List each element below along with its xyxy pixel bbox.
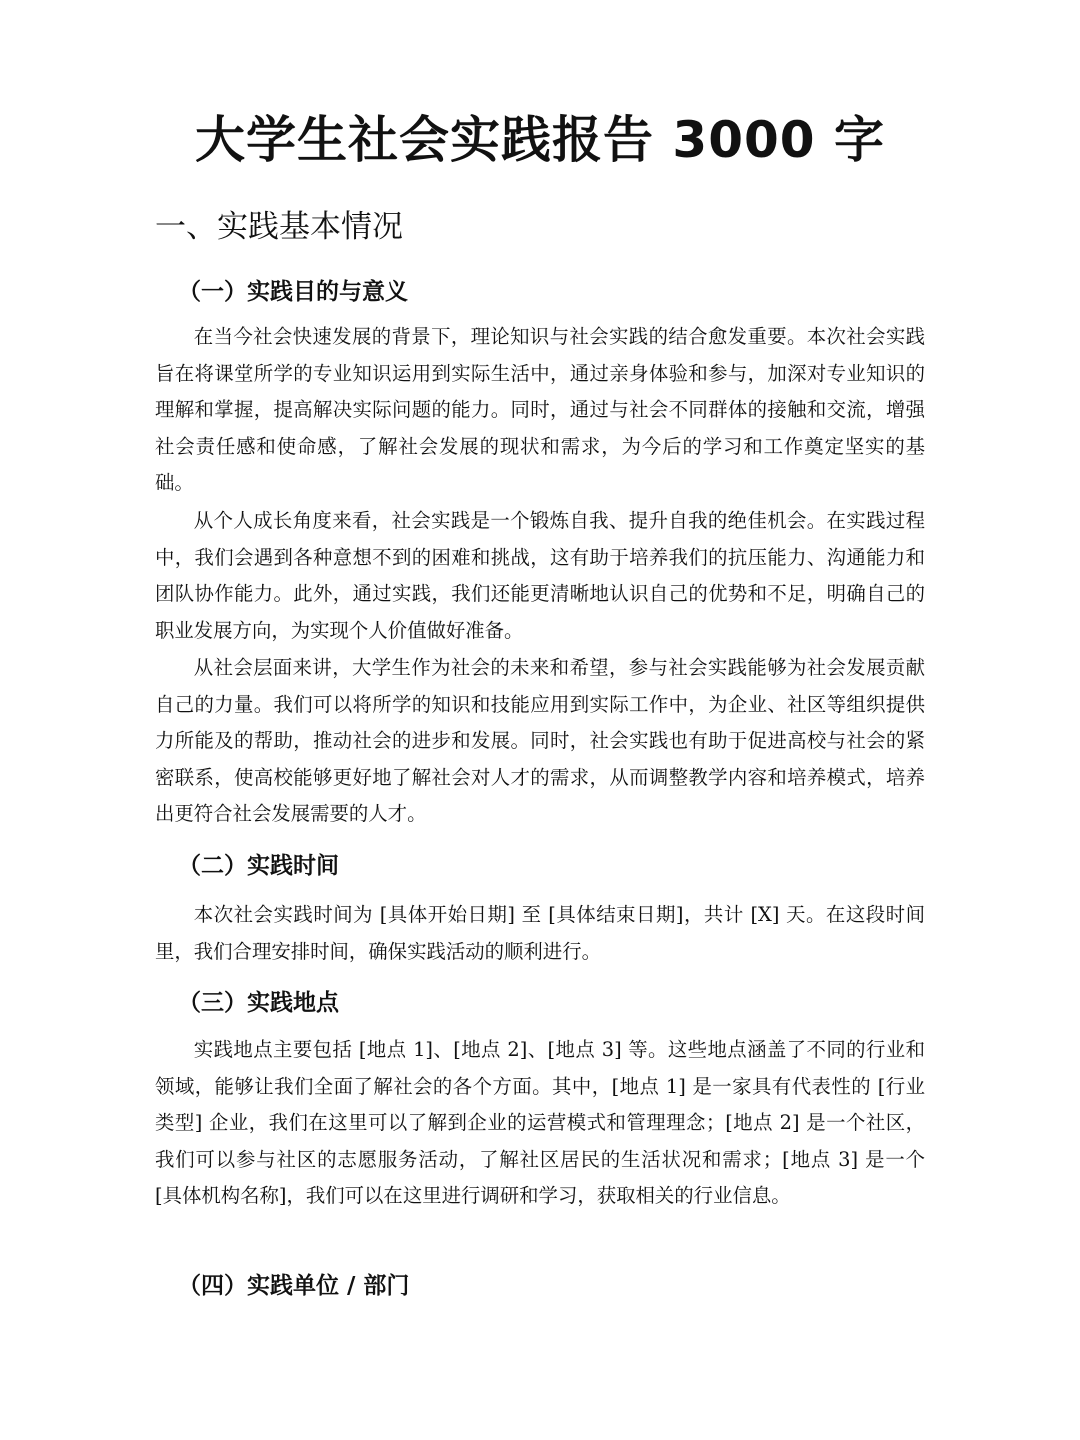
subsection-heading-location: （三）实践地点 — [178, 990, 339, 1016]
document-title: 大学生社会实践报告 3000 字 — [195, 111, 885, 169]
subsection-heading-unit: （四）实践单位 / 部门 — [178, 1273, 410, 1299]
paragraph-purpose-2: 从个人成长角度来看，社会实践是一个锻炼自我、提升自我的绝佳机会。在实践过程中，我们会遇到各种意想不到的困难和挑战，这有助于培养我们的抗压能力、沟通能力和团队协作能力。此外，通过实践，我们还能更清晰地认识自己的优势和不足，明确自己的职业发展方向，为实现个人价值做好准备。 — [155, 509, 925, 642]
paragraph-purpose-3: 从社会层面来讲，大学生作为社会的未来和希望，参与社会实践能够为社会发展贡献自己的力量。我们可以将所学的知识和技能应用到实际工作中，为企业、社区等组织提供力所能及的帮助，推动社会的进步和发展。同时，社会实践也有助于促进高校与社会的紧密联系，使高校能够更好地了解社会对人才的需求，从而调整教学内容和培养模式，培养出更符合社会发展需要的人才。 — [155, 656, 925, 826]
subsection-heading-time: （二）实践时间 — [178, 853, 339, 879]
paragraph-purpose-1: 在当今社会快速发展的背景下，理论知识与社会实践的结合愈发重要。本次社会实践旨在将课堂所学的专业知识运用到实际生活中，通过亲身体验和参与，加深对专业知识的理解和掌握，提高解决实际问题的能力。同时，通过与社会不同群体的接触和交流，增强社会责任感和使命感，了解社会发展的现状和需求，为今后的学习和工作奠定坚实的基础。 — [155, 325, 925, 495]
subsection-heading-purpose: （一）实践目的与意义 — [178, 279, 408, 305]
paragraph-location: 实践地点主要包括 [地点 1]、[地点 2]、[地点 3] 等。这些地点涵盖了不同的行业和领域，能够让我们全面了解社会的各个方面。其中，[地点 1] 是一家具有代表性的 [行业类型] 企业，我们在这里可以了解到企业的运营模式和管理理念；[地点 2] 是一个社区，我们可以参与社区的志愿服务活动，了解社区居民的生活状况和需求；[地点 3] 是一个 [具体机构名称]，我们可以在这里进行调研和学习，获取相关的行业信息。 — [155, 1038, 925, 1208]
paragraph-time: 本次社会实践时间为 [具体开始日期] 至 [具体结束日期]，共计 [X] 天。在这段时间里，我们合理安排时间，确保实践活动的顺利进行。 — [155, 903, 925, 963]
section-heading-basic-info: 一、实践基本情况 — [155, 209, 403, 245]
